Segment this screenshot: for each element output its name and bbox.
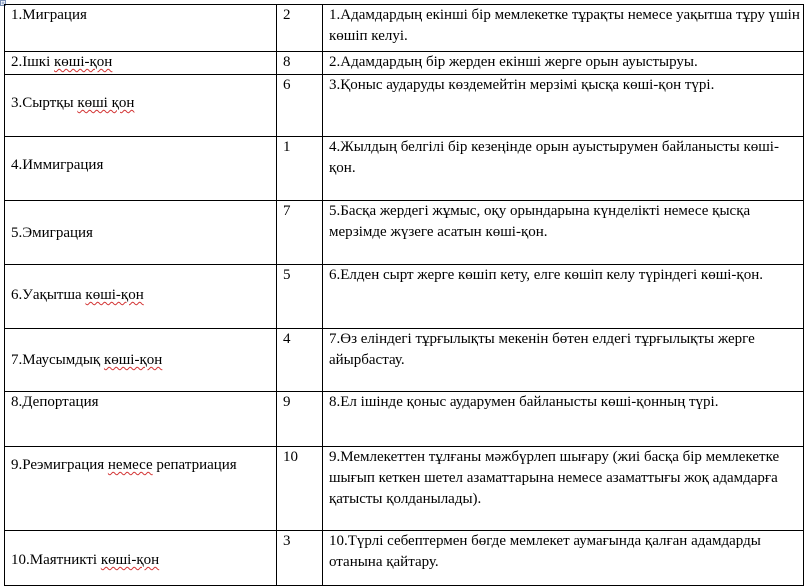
term-cell: [5, 52, 277, 75]
term-fragment: 5.Эмиграция: [11, 225, 93, 241]
definition-cell: 5.Басқа жердегі жұмыс, оқу орындарына күнделікті немесе қысқа мерзімде жүзеге асатын көші-қон.: [323, 201, 804, 265]
answer-number-cell: 9: [277, 392, 323, 447]
definition-cell: 9.Мемлекеттен тұлғаны мәжбүрлеп шығару (жиі басқа бір мемлекетке шығып кеткен шетел азаматтарына немесе азаматтығы жоқ адамдарға қатысты қолданылады).: [323, 447, 804, 531]
term-fragment: репатриация: [152, 457, 237, 473]
term-cell: [5, 265, 277, 329]
table-row: [5, 531, 804, 586]
table-row: [5, 265, 804, 329]
term-cell: [5, 447, 277, 531]
term-cell: [5, 137, 277, 201]
definition-cell: 10.Түрлі себептермен бөгде мемлекет аумағында қалған адамдарды отанына қайтару.: [323, 531, 804, 586]
definition-cell: 8.Ел ішінде қоныс аударумен байланысты көші-қонның түрі.: [323, 392, 804, 447]
term-text: [11, 265, 276, 306]
answer-number-cell: 2: [277, 5, 323, 52]
term-text: [11, 75, 276, 114]
term-text: [11, 52, 276, 73]
definition-cell: 7.Өз еліндегі тұрғылықты мекенін бөтен елдегі тұрғылықты жерге айырбастау.: [323, 329, 804, 392]
spellcheck-underlined-text: көші-қон: [54, 54, 113, 70]
term-fragment: 3.Сыртқы: [11, 95, 78, 111]
answer-number-cell: 10: [277, 447, 323, 531]
term-text: [11, 531, 276, 571]
term-text: [11, 392, 276, 413]
term-cell: [5, 392, 277, 447]
term-cell: [5, 201, 277, 265]
term-fragment: 4.Иммиграция: [11, 157, 104, 173]
table-row: [5, 392, 804, 447]
definition-cell: 6.Елден сырт жерге көшіп кету, елге көшіп келу түріндегі көші-қон.: [323, 265, 804, 329]
term-cell: [5, 531, 277, 586]
definition-cell: 1.Адамдардың екінші бір мемлекетке тұрақты немесе уақытша тұру үшін көшіп келуі.: [323, 5, 804, 52]
answer-number-cell: 5: [277, 265, 323, 329]
term-fragment: 8.Депортация: [11, 394, 99, 410]
term-fragment: 7.Маусымдық: [11, 352, 104, 368]
term-text: [11, 137, 276, 176]
table-row: [5, 52, 804, 75]
table-row: [5, 137, 804, 201]
spellcheck-underlined-text: көші-қон: [85, 287, 144, 303]
table-row: [5, 5, 804, 52]
definition-cell: 2.Адамдардың бір жерден екінші жерге орын ауыстыруы.: [323, 52, 804, 75]
term-text: [11, 329, 276, 371]
table-row: [5, 75, 804, 137]
term-cell: [5, 75, 277, 137]
term-fragment: 2.Ішкі: [11, 54, 55, 70]
term-text: [11, 447, 276, 476]
matching-table: [4, 4, 804, 586]
answer-number-cell: 8: [277, 52, 323, 75]
definition-cell: 4.Жылдың белгілі бір кезеңінде орын ауыстырумен байланысты көші-қон.: [323, 137, 804, 201]
answer-number-cell: 1: [277, 137, 323, 201]
table-row: [5, 201, 804, 265]
term-text: [11, 201, 276, 244]
table-row: [5, 447, 804, 531]
spellcheck-underlined-text: көші-қон: [100, 552, 160, 568]
term-fragment: 1.Миграция: [11, 7, 87, 23]
term-cell: [5, 329, 277, 392]
definition-cell: 3.Қоныс аударуды көздемейтін мерзімі қысқа көші-қон түрі.: [323, 75, 804, 137]
answer-number-cell: 7: [277, 201, 323, 265]
answer-number-cell: 4: [277, 329, 323, 392]
answer-number-cell: 3: [277, 531, 323, 586]
table-body: [5, 5, 804, 586]
spellcheck-underlined-text: көші-қон: [103, 352, 163, 368]
spellcheck-underlined-text: көші қон: [77, 95, 135, 111]
term-text: [11, 5, 276, 26]
answer-number-cell: 6: [277, 75, 323, 137]
term-fragment: 6.Уақытша: [11, 287, 86, 303]
term-cell: [5, 5, 277, 52]
spellcheck-underlined-text: немесе: [107, 457, 153, 473]
term-fragment: 9.Реэмиграция: [11, 457, 108, 473]
table-row: [5, 329, 804, 392]
term-fragment: 10.Маятникті: [11, 552, 101, 568]
